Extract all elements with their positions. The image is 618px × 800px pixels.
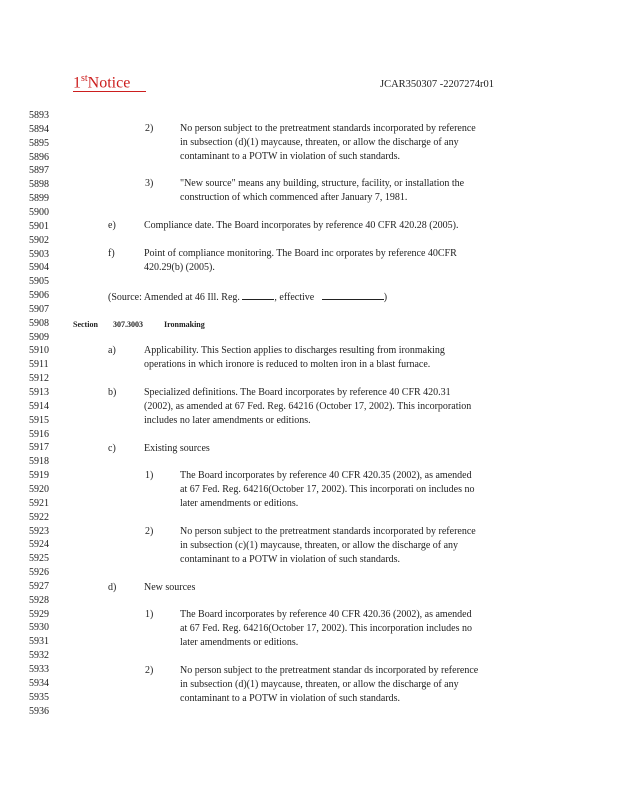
notice-heading: [73, 73, 130, 92]
item-c2-label: 2): [145, 526, 154, 537]
line-number: 5933: [29, 664, 49, 675]
item-d2-label: 2): [145, 665, 154, 676]
item-d2-line-3: contaminant to a POTW in violation of such standards.: [180, 693, 401, 704]
line-number: 5915: [29, 414, 49, 426]
item-2-line-3: contaminant to a POTW in violation of such standards.: [180, 151, 401, 162]
line-number: 5898: [29, 179, 49, 191]
source-note-effective: , effective: [274, 292, 315, 303]
source-note-close: ): [383, 292, 388, 303]
source-register-blank: [242, 291, 274, 300]
notice-number: 1: [73, 74, 81, 92]
item-3-line-2: construction of which commenced after January 7, 1981.: [180, 192, 408, 203]
line-number: 5929: [29, 608, 49, 620]
line-number: 5906: [29, 290, 49, 302]
source-effective-blank: [322, 291, 384, 300]
notice-underline: [73, 91, 146, 92]
line-number: 5905: [29, 276, 49, 288]
line-number: 5902: [29, 234, 49, 246]
line-number: 5919: [29, 470, 49, 482]
item-3-label: 3): [145, 178, 154, 189]
line-number: 5934: [29, 677, 49, 689]
line-number: 5914: [29, 400, 49, 412]
line-number: 5896: [29, 151, 49, 163]
section-word: Section: [73, 320, 98, 329]
item-d1-line-2: at 67 Fed. Reg. 64216(October 17, 2002). This incorporation includes no: [180, 623, 472, 634]
item-d1-line-1: The Board incorporates by reference 40 CFR 420.36 (2002), as amended: [180, 609, 472, 620]
notice-word: Notice: [87, 74, 131, 92]
item-c2-line-1: No person subject to the pretreatment standards incorporated by reference: [180, 526, 476, 537]
item-c2-line-2: in subsection (c)(1) maycause, threaten, or allow the discharge of any: [180, 540, 459, 551]
item-b-line-1: Specialized definitions. The Board incorporates by reference 40 CFR 420.31: [144, 387, 451, 398]
line-number: 5918: [29, 456, 49, 468]
item-c2-line-3: contaminant to a POTW in violation of such standards.: [180, 554, 401, 565]
item-b-line-3: includes no later amendments or editions.: [144, 415, 311, 426]
item-a-label: a): [108, 345, 116, 356]
notice-ordinal-suffix: st: [81, 73, 88, 84]
line-number: 5912: [29, 373, 49, 385]
item-e-label: e): [108, 220, 116, 231]
line-number: 5900: [29, 206, 49, 218]
line-number: 5931: [29, 636, 49, 648]
item-c-line-1: Existing sources: [144, 443, 210, 454]
line-number: 5936: [29, 705, 49, 717]
source-note-prefix: (Source: Amended at 46 Ill. Reg.: [108, 292, 240, 303]
line-number: 5922: [29, 511, 49, 523]
item-d2-line-1: No person subject to the pretreatment standar ds incorporated by reference: [180, 665, 479, 676]
line-number: 5924: [29, 539, 49, 551]
item-b-label: b): [108, 387, 117, 398]
line-number: 5927: [29, 580, 49, 592]
line-number: 5916: [29, 428, 49, 440]
section-title: Ironmaking: [164, 320, 205, 329]
line-number: 5917: [29, 442, 49, 454]
item-b-line-2: (2002), as amended at 67 Fed. Reg. 64216 (October 17, 2002). This incorporation: [144, 401, 472, 412]
item-f-label: f): [108, 248, 115, 259]
line-number: 5921: [29, 497, 49, 509]
line-number: 5907: [29, 303, 49, 315]
item-c1-line-2: at 67 Fed. Reg. 64216(October 17, 2002). This incorporati on includes no: [180, 484, 475, 495]
line-number: 5903: [29, 248, 49, 260]
line-number: 5901: [29, 220, 49, 232]
item-c1-line-3: later amendments or editions.: [180, 498, 299, 509]
line-number: 5911: [29, 359, 49, 371]
line-number: 5908: [29, 317, 49, 329]
line-number: 5925: [29, 553, 49, 565]
item-d1-line-3: later amendments or editions.: [180, 637, 299, 648]
item-2-line-1: No person subject to the pretreatment standards incorporated by reference: [180, 123, 476, 134]
item-f-line-2: 420.29(b) (2005).: [144, 262, 215, 273]
line-number: 5910: [29, 345, 49, 357]
section-number: 307.3003: [113, 320, 143, 329]
item-c1-label: 1): [145, 470, 154, 481]
item-2-label: 2): [145, 123, 154, 134]
line-number: 5913: [29, 387, 49, 398]
item-2-line-2: in subsection (d)(1) maycause, threaten, or allow the discharge of any: [180, 137, 459, 148]
line-number: 5899: [29, 193, 49, 205]
item-c1-line-1: The Board incorporates by reference 40 CFR 420.35 (2002), as amended: [180, 470, 472, 481]
item-d-label: d): [108, 582, 117, 593]
line-number: 5930: [29, 622, 49, 634]
line-number: 5895: [29, 137, 49, 149]
line-number: 5928: [29, 594, 49, 606]
item-d2-line-2: in subsection (d)(1) maycause, threaten, or allow the discharge of any: [180, 679, 459, 690]
line-number: 5909: [29, 331, 49, 343]
item-f-line-1: Point of compliance monitoring. The Board inc orporates by reference 40CFR: [144, 248, 457, 259]
source-note: [108, 291, 387, 303]
line-number: 5920: [29, 483, 49, 495]
line-number: 5893: [29, 110, 49, 121]
item-3-line-1: "New source" means any building, structure, facility, or installation the: [180, 178, 465, 189]
item-a-line-2: operations in which ironore is reduced to molten iron in a blast furnace.: [144, 359, 431, 370]
item-c-label: c): [108, 443, 116, 454]
line-number: 5932: [29, 650, 49, 662]
line-number: 5894: [29, 123, 49, 135]
line-number: 5926: [29, 567, 49, 579]
line-number: 5935: [29, 691, 49, 703]
item-d-line-1: New sources: [144, 582, 196, 593]
line-number: 5897: [29, 165, 49, 177]
item-d1-label: 1): [145, 609, 154, 620]
item-a-line-1: Applicability. This Section applies to discharges resulting from ironmaking: [144, 345, 445, 356]
line-number: 5923: [29, 525, 49, 537]
document-code: JCAR350307 -2207274r01: [380, 79, 495, 90]
line-number: 5904: [29, 262, 49, 274]
item-e-line-1: Compliance date. The Board incorporates by reference 40 CFR 420.28 (2005).: [144, 220, 459, 231]
